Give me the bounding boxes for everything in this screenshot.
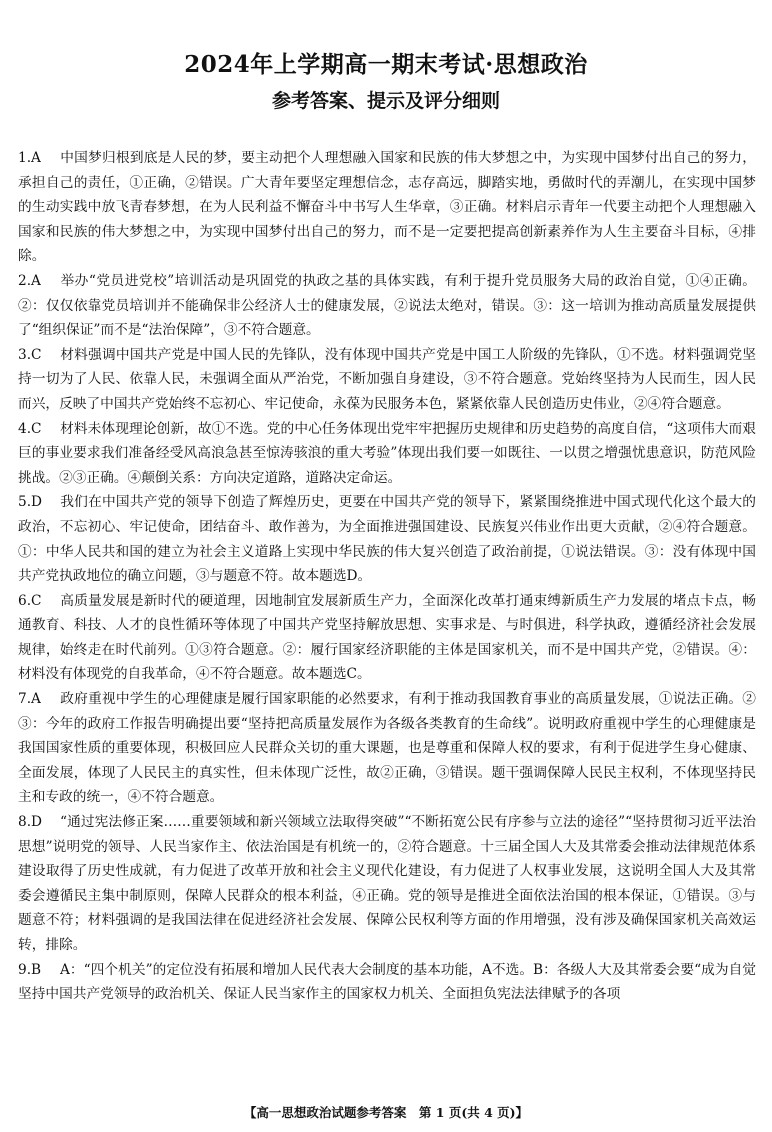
- answer-text: 材料强调中国共产党是中国人民的先锋队，没有体现中国共产党是中国工人阶级的先锋队，①不选。材料强调党坚持一切为了人民、依靠人民，未强调全面从严治党，不断加强自身建设，③不符合题意。党始终坚持为人民而生，因人民而兴，反映了中国共产党始终不忘初心、牢记使命，永葆为民服务本色，紧紧依靠人民创造历史伟业，②④符合题意。: [18, 346, 756, 412]
- answer-item-4: [18, 417, 756, 491]
- answer-number: 6.C: [18, 592, 42, 609]
- answer-item-1: [18, 146, 756, 269]
- answer-text: 举办“党员进党校”培训活动是巩固党的执政之基的具体实践，有利于提升党员服务大局的政治自觉，①④正确。②：仅仅依靠党员培训并不能确保非公经济人士的健康发展，②说法太绝对，错误。③：这一培训为推动高质量发展提供了“组织保证”而不是“法治保障”，③不符合题意。: [18, 272, 756, 339]
- page-footer: 【高一思想政治试题参考答案 第 1 页(共 4 页)】: [243, 1105, 529, 1120]
- answer-number: 1.A: [18, 150, 41, 166]
- answer-item-9: [18, 958, 756, 1007]
- answer-item-6: [18, 589, 756, 687]
- answer-item-2: [18, 269, 756, 343]
- answer-item-3: [18, 343, 756, 417]
- answer-number: 9.B: [18, 961, 42, 978]
- answer-number: 4.C: [18, 420, 42, 437]
- answer-text: 高质量发展是新时代的硬道理，因地制宜发展新质生产力，全面深化改革打通束缚新质生产力发展的堵点卡点，畅通教育、科技、人才的良性循环等体现了中国共产党坚持解放思想、实事求是、与时俱进，科学执政，遵循经济社会发展规律，始终走在时代前列。①③符合题意。②：履行国家经济职能的主体是国家机关，而不是中国共产党，②错误。④：材料没有体现党的自我革命，④不符合题意。故本题选C。: [18, 592, 756, 683]
- answer-text: 材料未体现理论创新，故①不选。党的中心任务体现出党牢牢把握历史规律和历史趋势的高度自信，“这项伟大而艰巨的事业要求我们准备经受风高浪急甚至惊涛骇浪的重大考验”体现出我们要一如既往、一以贯之增强忧患意识，防范风险挑战。②③正确。④颠倒关系：方向决定道路，道路决定命运。: [18, 420, 756, 486]
- answer-number: 8.D: [18, 814, 43, 831]
- answer-text: A：“四个机关”的定位没有拓展和增加人民代表大会制度的基本功能，A不选。B：各级人大及其常委会要“成为自觉坚持中国共产党领导的政治机关、保证人民当家作主的国家权力机关、全面担负宪法法律赋予的各项: [18, 961, 756, 1003]
- page-title: 2024年上学期高一期末考试·思想政治: [184, 51, 588, 78]
- answer-number: 2.A: [18, 272, 41, 289]
- answer-text: “通过宪法修正案……重要领域和新兴领域立法取得突破”“不断拓宽公民有序参与立法的途径”“坚持贯彻习近平法治思想”说明党的领导、人民当家作主、依法治国是有机统一的，②符合题意。十三届全国人大及其常委会推动法律规范体系建设取得了历史性成就，有力促进了改革开放和社会主义现代化建设，有力促进了人权事业发展，这说明全国人大及其常委会遵循民主集中制原则，保障人民群众的根本利益，④正确。党的领导是推进全面依法治国的根本保证，①错误。③与题意不符；材料强调的是我国法律在促进经济社会发展、保障公民权利等方面的作用增强，没有涉及确保国家机关高效运转，排除。: [18, 814, 756, 953]
- answer-text: 中国梦归根到底是人民的梦，要主动把个人理想融入国家和民族的伟大梦想之中，为实现中国梦付出自己的努力，承担自己的责任，①正确，②错误。广大青年要坚定理想信念，志存高远，脚踏实地，勇做时代的弄潮儿，在实现中国梦的生动实践中放飞青春梦想，在为人民利益不懈奋斗中书写人生华章，③正确。材料启示青年一代要主动把个人理想融入国家和民族的伟大梦想之中，为实现中国梦付出自己的努力，而不是一定要把提高创新素养作为人生主要奋斗目标，④排除。: [18, 150, 756, 265]
- answer-text: 政府重视中学生的心理健康是履行国家职能的必然要求，有利于推动我国教育事业的高质量发展，①说法正确。②③：今年的政府工作报告明确提出要“坚持把高质量发展作为各级各类教育的生命线”。说明政府重视中学生的心理健康是我国国家性质的重要体现，积极回应人民群众关切的重大课题，也是尊重和保障人权的要求，有利于促进学生身心健康、全面发展，体现了人民民主的真实性，但未体现广泛性，故②正确，③错误。题干强调保障人民民主权利，不体现坚持民主和专政的统一，④不符合题意。: [18, 691, 756, 806]
- answer-list: [18, 146, 756, 1007]
- answer-item-8: [18, 810, 756, 958]
- page-subtitle: 参考答案、提示及评分细则: [271, 90, 500, 112]
- answer-item-5: [18, 490, 756, 588]
- answer-item-7: [18, 687, 756, 810]
- answer-text: 我们在中国共产党的领导下创造了辉煌历史，更要在中国共产党的领导下，紧紧围绕推进中国式现代化这个最大的政治，不忘初心、牢记使命，团结奋斗、敢作善为，为全面推进强国建设、民族复兴伟业作出更大贡献，②④符合题意。①：中华人民共和国的建立为社会主义道路上实现中华民族的伟大复兴创造了政治前提，①说法错误。③：没有体现中国共产党执政地位的确立问题，③与题意不符。故本题选D。: [18, 494, 756, 585]
- answer-number: 7.A: [18, 691, 41, 708]
- answer-number: 3.C: [18, 346, 42, 363]
- answer-number: 5.D: [18, 494, 43, 511]
